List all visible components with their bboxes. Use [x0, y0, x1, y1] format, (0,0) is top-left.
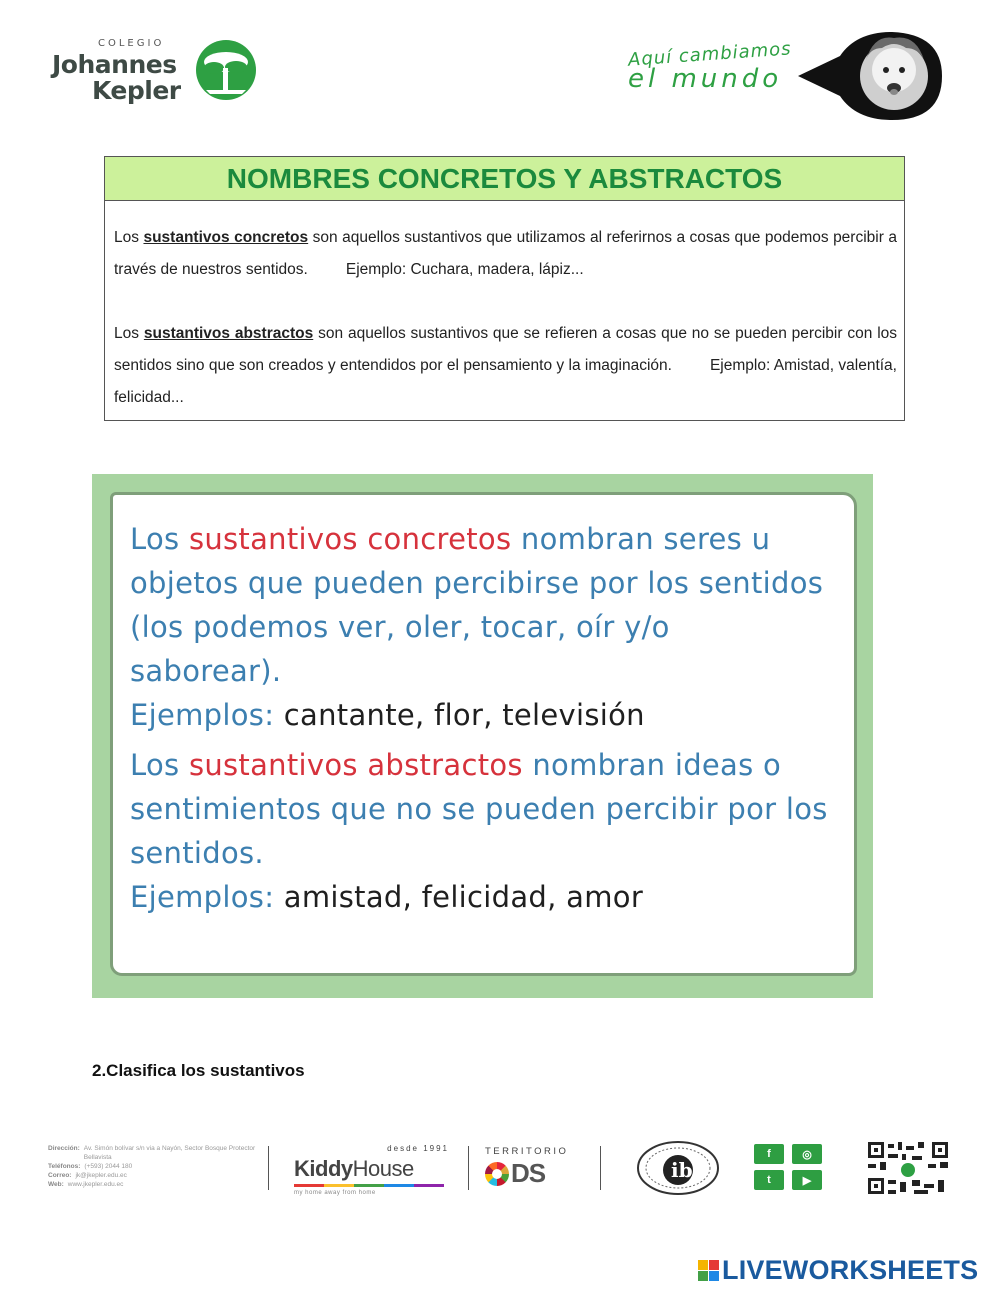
- board-abstract-term: sustantivos abstractos: [188, 748, 523, 782]
- territorio-ods-logo: [485, 1146, 595, 1189]
- abstract-definition: [114, 318, 897, 414]
- board-text: [130, 517, 830, 919]
- concrete-term: sustantivos concretos: [143, 229, 309, 246]
- footer-divider: [268, 1146, 269, 1190]
- brand-square: [698, 1271, 708, 1281]
- contact-info: [48, 1144, 268, 1189]
- contact-value: (+593) 2044 180: [84, 1163, 133, 1170]
- board-concrete-prefix: Los: [130, 522, 180, 556]
- concrete-example: Ejemplo: Cuchara, madera, lápiz...: [345, 261, 584, 278]
- contact-key: Web:: [48, 1181, 64, 1188]
- brand-square: [698, 1260, 708, 1270]
- footer-divider: [468, 1146, 469, 1190]
- facebook-icon[interactable]: f: [754, 1144, 784, 1164]
- school-footer: [40, 1136, 960, 1202]
- liveworksheets-text: LIVEWORKSHEETS: [722, 1255, 979, 1285]
- board-concrete-body: nombran seres u objetos que pueden percibirse por los sentidos (los podemos ver, oler, tocar, oír y/o saborear).: [130, 522, 824, 688]
- board-concrete-example-label: Ejemplos:: [130, 698, 275, 732]
- abstract-prefix: Los: [114, 325, 139, 342]
- contact-row: [48, 1162, 268, 1171]
- ods-top: TERRITORIO: [485, 1146, 569, 1157]
- concrete-prefix: Los: [114, 229, 139, 246]
- contact-key: Teléfonos:: [48, 1163, 81, 1170]
- school-header: [48, 24, 960, 124]
- ods-main-text: DS: [511, 1158, 546, 1188]
- definition-title: NOMBRES CONCRETOS Y ABSTRACTOS: [226, 162, 783, 194]
- footer-divider: [600, 1146, 601, 1190]
- definition-box: [104, 156, 905, 421]
- contact-value: www.jkepler.edu.ec: [67, 1181, 124, 1188]
- kiddy-tagline: my home away from home: [294, 1190, 376, 1196]
- tree-logo-icon: [188, 38, 264, 102]
- kiddy-name: [294, 1156, 414, 1182]
- kiddy-name-a: Kiddy: [294, 1156, 353, 1181]
- exercise-instruction: 2.Clasifica los sustantivos: [92, 1061, 305, 1080]
- twitter-icon[interactable]: t: [754, 1170, 784, 1190]
- logo-colegio: COLEGIO: [98, 38, 165, 49]
- ib-seal-icon: [636, 1140, 720, 1196]
- qr-code-icon: [866, 1140, 950, 1196]
- board-paper: [110, 492, 857, 976]
- contact-row: [48, 1171, 268, 1180]
- contact-key: Dirección:: [48, 1145, 80, 1152]
- logo-name-line1: Johannes: [52, 50, 177, 79]
- kiddy-since: desde 1991: [387, 1144, 449, 1153]
- slogan-line1: Aquí cambiamos: [627, 38, 793, 71]
- contact-row: [48, 1144, 268, 1162]
- concrete-definition: [114, 222, 897, 286]
- board-concrete-examples: cantante, flor, televisión: [283, 698, 645, 732]
- brand-square: [709, 1271, 719, 1281]
- green-board-image: [92, 474, 873, 998]
- abstract-example: Ejemplo: Amistad, valentía, felicidad...: [114, 357, 897, 406]
- slogan: [627, 38, 793, 94]
- speech-bubble-portrait: [796, 30, 946, 122]
- contact-value: jk@jkepler.edu.ec: [75, 1172, 127, 1179]
- board-concrete-term: sustantivos concretos: [188, 522, 512, 556]
- board-abstract-block: [130, 743, 830, 919]
- social-icons: [754, 1144, 826, 1190]
- board-abstract-body: nombran ideas o sentimientos que no se pueden percibir por los sentidos.: [130, 748, 828, 870]
- youtube-icon[interactable]: ▶: [792, 1170, 822, 1190]
- abstract-body: son aquellos sustantivos que se refieren a cosas que no se pueden percibir con los sentidos sino que son creados y entendidos por el pensamiento y la imaginación.: [114, 325, 898, 374]
- slogan-line2: el mundo: [628, 64, 783, 94]
- logo-name-line2: Kepler: [92, 76, 181, 105]
- concrete-body: son aquellos sustantivos que utilizamos al referirnos a cosas que podemos percibir a través de nuestros sentidos.: [114, 229, 897, 278]
- contact-row: [48, 1180, 268, 1189]
- board-abstract-examples: amistad, felicidad, amor: [283, 880, 644, 914]
- ods-main: [485, 1158, 595, 1189]
- kiddy-color-bar: [294, 1184, 444, 1187]
- board-concrete-block: [130, 517, 830, 737]
- kiddy-name-b: House: [352, 1156, 414, 1181]
- definition-title-bar: [105, 157, 904, 201]
- abstract-term: sustantivos abstractos: [143, 325, 314, 342]
- contact-key: Correo:: [48, 1172, 72, 1179]
- instagram-icon[interactable]: ◎: [792, 1144, 822, 1164]
- ods-wheel-icon: [485, 1162, 509, 1186]
- liveworksheets-mark-icon: [698, 1260, 719, 1281]
- svg-text:ib: ib: [671, 1158, 693, 1182]
- board-abstract-example-label: Ejemplos:: [130, 880, 275, 914]
- contact-value: Av. Simón bolívar s/n via a Nayón, Sector Bosque Protector Bellavista: [83, 1145, 256, 1161]
- board-abstract-prefix: Los: [130, 748, 180, 782]
- brand-square: [709, 1260, 719, 1270]
- liveworksheets-logo: [698, 1255, 978, 1286]
